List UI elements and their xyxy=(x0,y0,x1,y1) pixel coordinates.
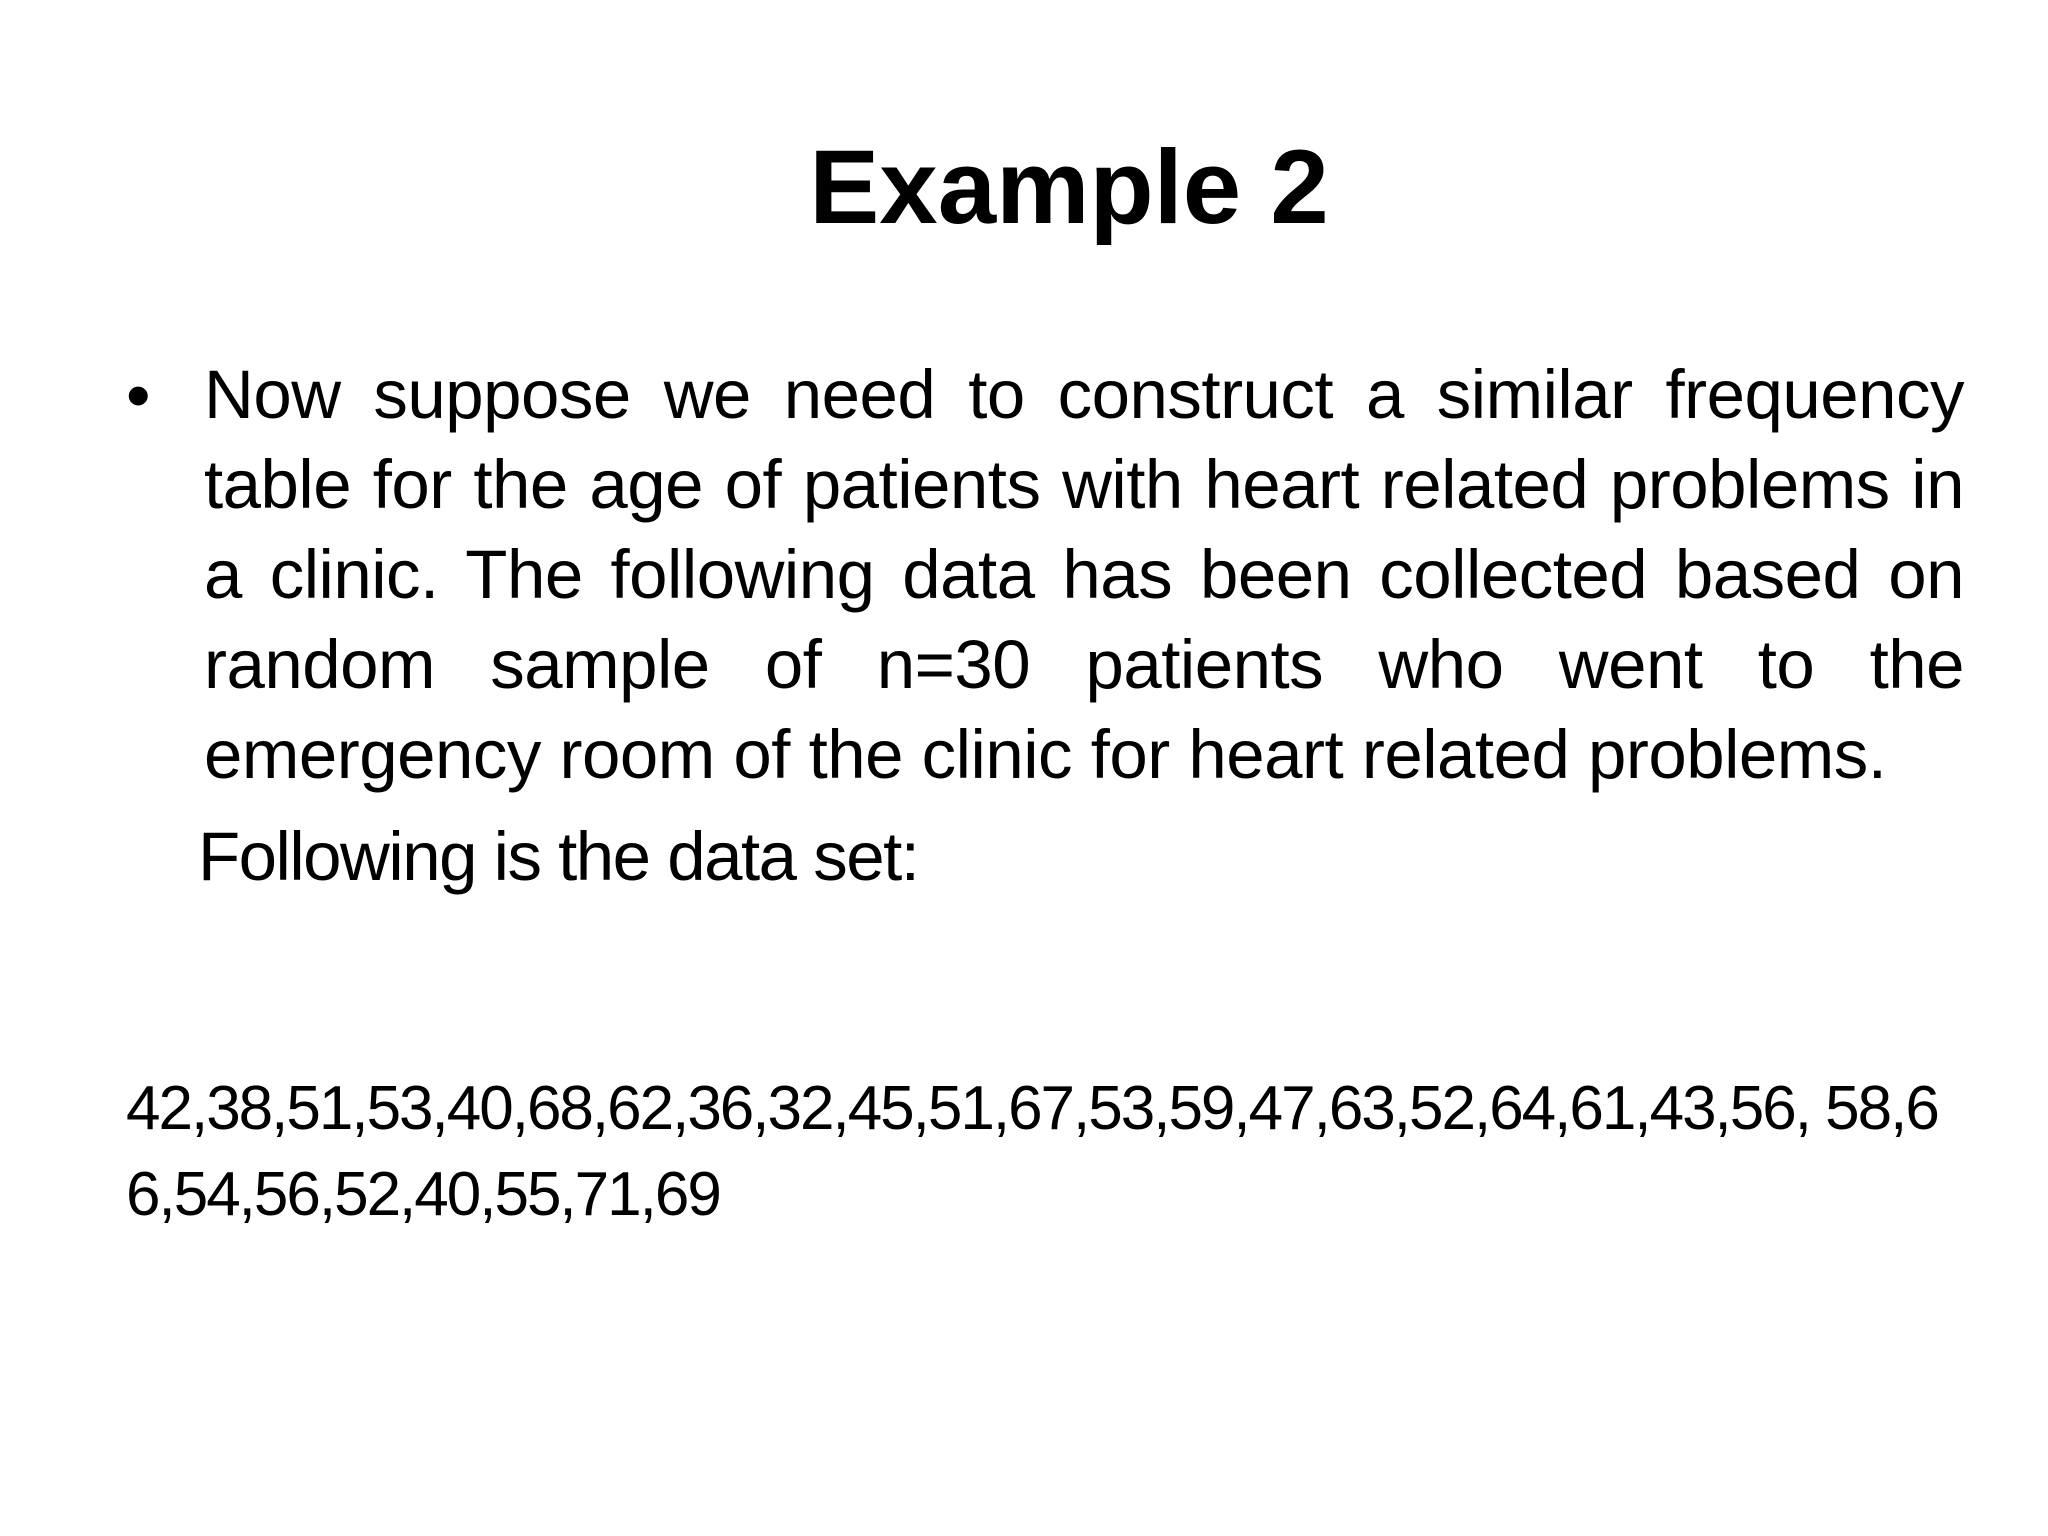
bullet-marker: • xyxy=(126,356,151,434)
data-set-values: 42,38,51,53,40,68,62,36,32,45,51,67,53,59,47,63,52,64,61,43,56, 58,66,54,56,52,40,55,71,69 xyxy=(126,1074,1938,1229)
bullet-text: Now suppose we need to construct a similar frequency table for the age of patients with heart related problems in a clinic. The following data has been collected based on random sample of n=30 patients who went to the emergency room of the clinic for heart related problems. xyxy=(204,356,1964,793)
data-set-intro: Following is the data set: xyxy=(198,818,919,895)
slide-title: Example 2 xyxy=(809,129,1329,246)
